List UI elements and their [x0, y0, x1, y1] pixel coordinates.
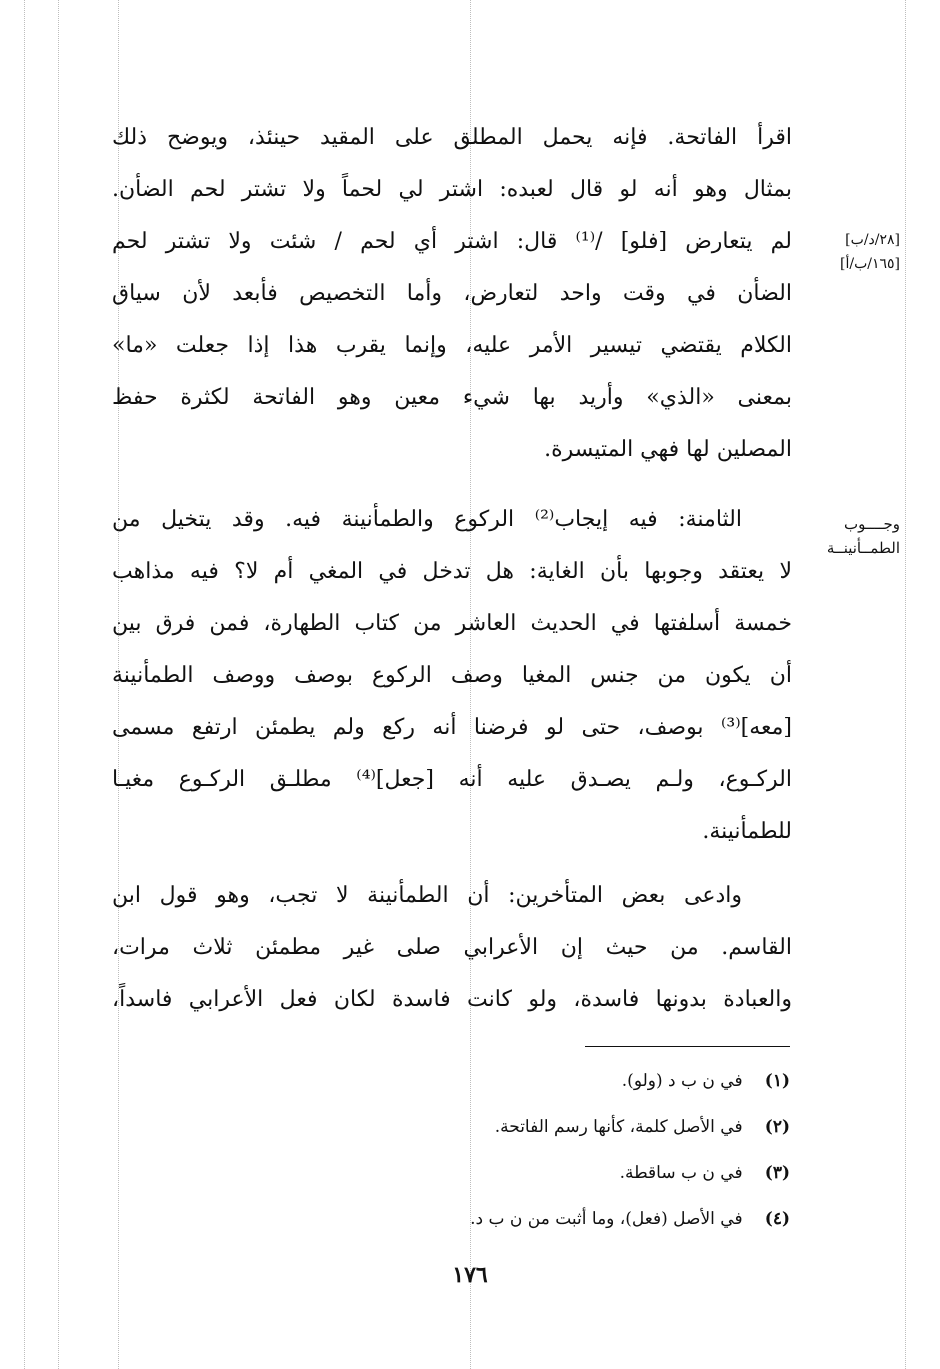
- footnote: [300, 1104, 790, 1150]
- margin-topic-line: وجــــوب: [844, 515, 900, 533]
- text-line: اقرأ الفاتحة. فإنه يحمل المطلق على المقيد حينئذ، ويوضح ذلك: [112, 125, 792, 150]
- text-line: للطمأنينة.: [702, 819, 792, 844]
- text-line: أن يكون من جنس المغيا وصف الركوع بوصف ووصف الطمأنينة: [112, 663, 792, 688]
- footnote: [300, 1150, 790, 1196]
- footnote-number: (٤): [764, 1209, 790, 1229]
- text-line: الضأن في وقت واحد لتعارض، وأما التخصيص فأبعد لأن سياق: [112, 281, 792, 306]
- paragraph-3: [112, 870, 792, 1026]
- footnote-text: في ن ب د (ولو).: [621, 1071, 743, 1091]
- text-line: الركـوع، ولـم يصـدق عليه أنه [جعل]⁽⁴⁾ مطلـق الركـوع مغيـا: [112, 767, 792, 792]
- text-line: لم يتعارض [فلو] /⁽¹⁾ قال: اشتر أي لحم / شئت ولا تشتر لحم: [112, 229, 792, 254]
- text-line: القاسم. من حيث إن الأعرابي صلى غير مطمئن ثلاث مرات،: [112, 935, 792, 960]
- margin-manuscript-reference: [800, 228, 900, 276]
- scan-guide-line: [58, 0, 59, 1369]
- text-line: المصلين لها فهي المتيسرة.: [544, 437, 792, 462]
- text-line: [معه]⁽³⁾ بوصف، حتى لو فرضنا أنه ركع ولم يطمئن ارتفع مسمى: [112, 715, 792, 740]
- footnote: [300, 1196, 790, 1242]
- margin-topic-heading: [800, 512, 900, 560]
- text-line: الكلام يقتضي تيسير الأمر عليه، وإنما يقرب هذا إذا جعلت «ما»: [112, 333, 792, 358]
- paragraph-1: [112, 112, 792, 476]
- text-line: لا يعتقد وجوبها بأن الغاية: هل تدخل في المغي أم لا؟ فيه مذاهب: [112, 559, 792, 584]
- manuscript-folio-ref: [٢٨/د/ب]: [845, 232, 900, 248]
- footnote-number: (٢): [764, 1117, 790, 1137]
- margin-topic-line: الطمــأنينــة: [826, 539, 900, 557]
- footnotes: [300, 1058, 790, 1242]
- text-line: بمثال وهو أنه لو قال لعبده: اشتر لي لحماً ولا تشتر لحم الضأن.: [112, 177, 792, 202]
- scan-guide-line: [24, 0, 25, 1369]
- text-line: بمعنى «الذي» وأريد بها شيء معين وهو الفاتحة لكثرة حفظ: [112, 385, 792, 410]
- footnote-text: في الأصل (فعل)، وما أثبت من ن ب د.: [470, 1209, 743, 1229]
- footnote-text: في الأصل كلمة، كأنها رسم الفاتحة.: [494, 1117, 743, 1137]
- manuscript-folio-ref: [١٦٥/ب/أ]: [840, 256, 900, 272]
- text-line: خمسة أسلفتها في الحديث العاشر من كتاب الطهارة، فمن فرق بين: [112, 611, 792, 636]
- footnote-number: (١): [764, 1071, 790, 1091]
- footnote: [300, 1058, 790, 1104]
- paragraph-2: [112, 494, 792, 858]
- footnote-separator: [585, 1046, 790, 1047]
- footnote-number: (٣): [764, 1163, 790, 1183]
- text-line: الثامنة: فيه إيجاب⁽²⁾ الركوع والطمأنينة فيه. وقد يتخيل من: [112, 507, 742, 532]
- page-number: ١٧٦: [452, 1262, 488, 1288]
- scan-guide-line: [905, 0, 906, 1369]
- text-line: والعبادة بدونها فاسدة، ولو كانت فاسدة لكان فعل الأعرابي فاسداً،: [112, 987, 792, 1012]
- footnote-text: في ن ب ساقطة.: [619, 1163, 743, 1183]
- text-line: وادعى بعض المتأخرين: أن الطمأنينة لا تجب، وهو قول ابن: [112, 883, 742, 908]
